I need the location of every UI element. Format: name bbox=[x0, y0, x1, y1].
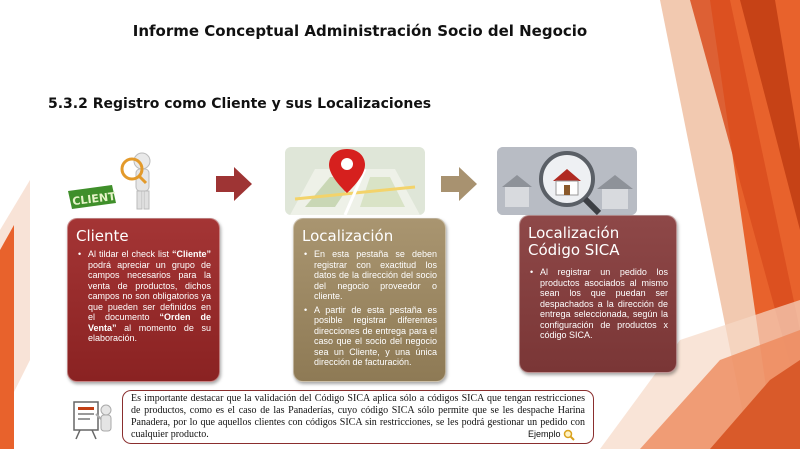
card-title: Localización bbox=[302, 227, 394, 245]
bullet-list bbox=[78, 249, 211, 344]
slide-title: Informe Conceptual Administración Socio del Negocio bbox=[132, 22, 588, 40]
left-accent-stripe bbox=[0, 0, 30, 449]
presenter-board-icon bbox=[70, 396, 116, 440]
bullet-text: En esta pestaña se deben registrar con exactitud los datos de la dirección del socio del negocio proveedor o cliente. bbox=[314, 249, 437, 301]
card-body bbox=[520, 263, 676, 341]
example-link[interactable] bbox=[528, 428, 575, 441]
houses-illustration bbox=[497, 147, 637, 215]
bullet-list bbox=[304, 249, 437, 368]
bullet-item bbox=[530, 267, 668, 341]
bullet-item bbox=[304, 305, 437, 368]
arrow-right-icon bbox=[216, 167, 252, 201]
bullet-text: Al tildar el check list bbox=[88, 249, 172, 259]
bullet-text: “Cliente” bbox=[171, 249, 211, 259]
bullet-item bbox=[304, 249, 437, 302]
section-title: 5.3.2 Registro como Cliente y sus Localizaciones bbox=[48, 96, 432, 112]
note-box bbox=[122, 390, 594, 444]
bullet-text: A partir de esta pestaña es posible registrar diferentes direcciones de entrega para el caso que el socio del negocio sea un Cliente, y una única dirección de facturación. bbox=[314, 304, 437, 367]
bullet-item bbox=[78, 249, 211, 344]
magnifier-icon bbox=[563, 429, 575, 441]
card-body bbox=[294, 249, 445, 368]
card-localizacion-sica bbox=[519, 215, 677, 373]
card-title: Cliente bbox=[76, 227, 129, 245]
client-figure-icon bbox=[60, 147, 200, 215]
bullet-list bbox=[530, 267, 668, 341]
bullet-text: al momento de su elaboración. bbox=[88, 322, 211, 343]
bullet-text: “Orden de Venta” bbox=[88, 312, 211, 333]
card-cliente bbox=[67, 218, 220, 382]
house-magnifier-icon bbox=[497, 147, 637, 215]
client-sign-text: CLIENT bbox=[71, 189, 117, 209]
client-illustration bbox=[60, 147, 200, 215]
example-label: Ejemplo bbox=[527, 429, 561, 440]
card-localizacion bbox=[293, 218, 446, 382]
arrow-right-icon bbox=[441, 167, 477, 201]
note-text: Es importante destacar que la validación del Código SICA aplica sólo a códigos SICA que tengan restricciones de productos, como es el caso de las Panaderías, cuyo código SICA sólo permite que se les despache Harina Panadera, por lo que aquellos clientes con códigos SICA sin restricciones, se les podrá gestionar un pedido con cualquier producto. bbox=[131, 393, 585, 440]
bullet-text: Al registrar un pedido los productos asociados al mismo sean los que puedan ser despachados a la dirección de entrega seleccionada, según la configuración de productos x código SICA. bbox=[540, 267, 668, 340]
map-pin-icon bbox=[285, 147, 425, 215]
bullet-text: podrá apreciar un grupo de campos necesarios para la venta de productos, dichos campos no son obligatorios ya que pueden ser definidos en el documento bbox=[88, 259, 211, 322]
card-title: Localización Código SICA bbox=[528, 224, 620, 259]
card-body bbox=[68, 249, 219, 344]
map-illustration bbox=[285, 147, 425, 215]
